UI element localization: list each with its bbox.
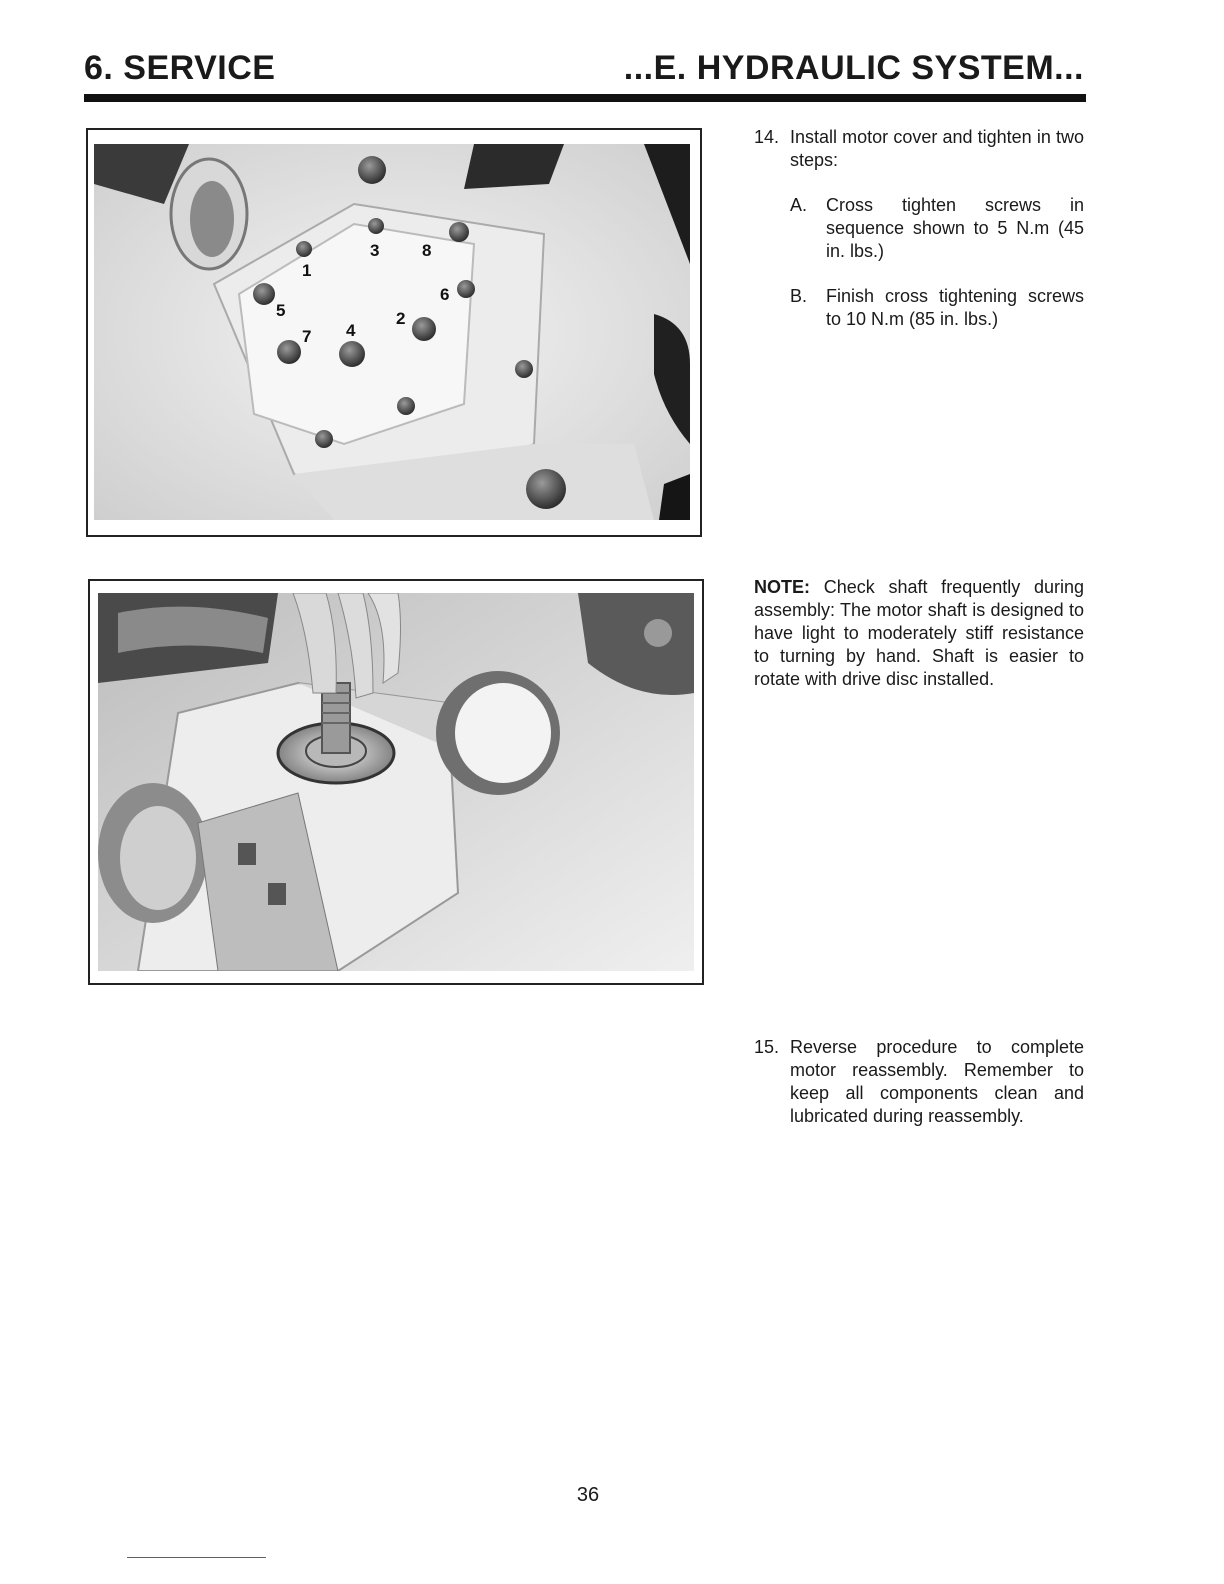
substep-a-text: Cross tighten screws in sequence shown to 5 N.m (45 in. lbs.) <box>826 195 1084 261</box>
page-number: 36 <box>576 1484 600 1506</box>
step-15-text: Reverse procedure to complete motor reassembly. Remember to keep all components clean and lubricated during reassembly. <box>790 1037 1084 1126</box>
motor-cover-illustration <box>94 144 690 520</box>
sequence-label-1: 1 <box>302 261 312 280</box>
substep-a-letter: A. <box>790 195 808 215</box>
footer-line <box>127 1557 266 1558</box>
motor-cover-photo <box>86 128 702 537</box>
step-15 <box>754 1036 1084 1128</box>
substep-b-letter: B. <box>790 286 808 306</box>
sequence-label-7: 7 <box>302 327 312 346</box>
sequence-label-4: 4 <box>346 321 356 340</box>
note-label: NOTE: <box>754 577 810 597</box>
subsection-title: ...E. HYDRAULIC SYSTEM... <box>623 49 1084 87</box>
motor-shaft-photo <box>88 579 704 985</box>
step-15-number: 15. <box>754 1037 780 1057</box>
note-text: Check shaft frequently during assembly: The motor shaft is designed to have light to moderately stiff resistance to turning by hand. Shaft is easier to rotate with drive disc installed. <box>754 577 1084 689</box>
header-rule <box>84 94 1086 102</box>
step-14-text: Install motor cover and tighten in two steps: <box>790 127 1084 170</box>
sequence-label-2: 2 <box>396 309 406 328</box>
step-14-substep-a <box>754 194 1084 263</box>
note-block <box>754 576 1084 691</box>
motor-shaft-illustration <box>98 593 694 971</box>
sequence-label-8: 8 <box>422 241 432 260</box>
step-14-substep-b <box>754 285 1084 331</box>
section-title: 6. SERVICE <box>84 49 276 87</box>
step-14 <box>754 126 1084 331</box>
sequence-label-5: 5 <box>276 301 286 320</box>
step-14-number: 14. <box>754 127 780 147</box>
sequence-label-6: 6 <box>440 285 450 304</box>
sequence-label-3: 3 <box>370 241 380 260</box>
substep-b-text: Finish cross tightening screws to 10 N.m (85 in. lbs.) <box>826 286 1084 329</box>
